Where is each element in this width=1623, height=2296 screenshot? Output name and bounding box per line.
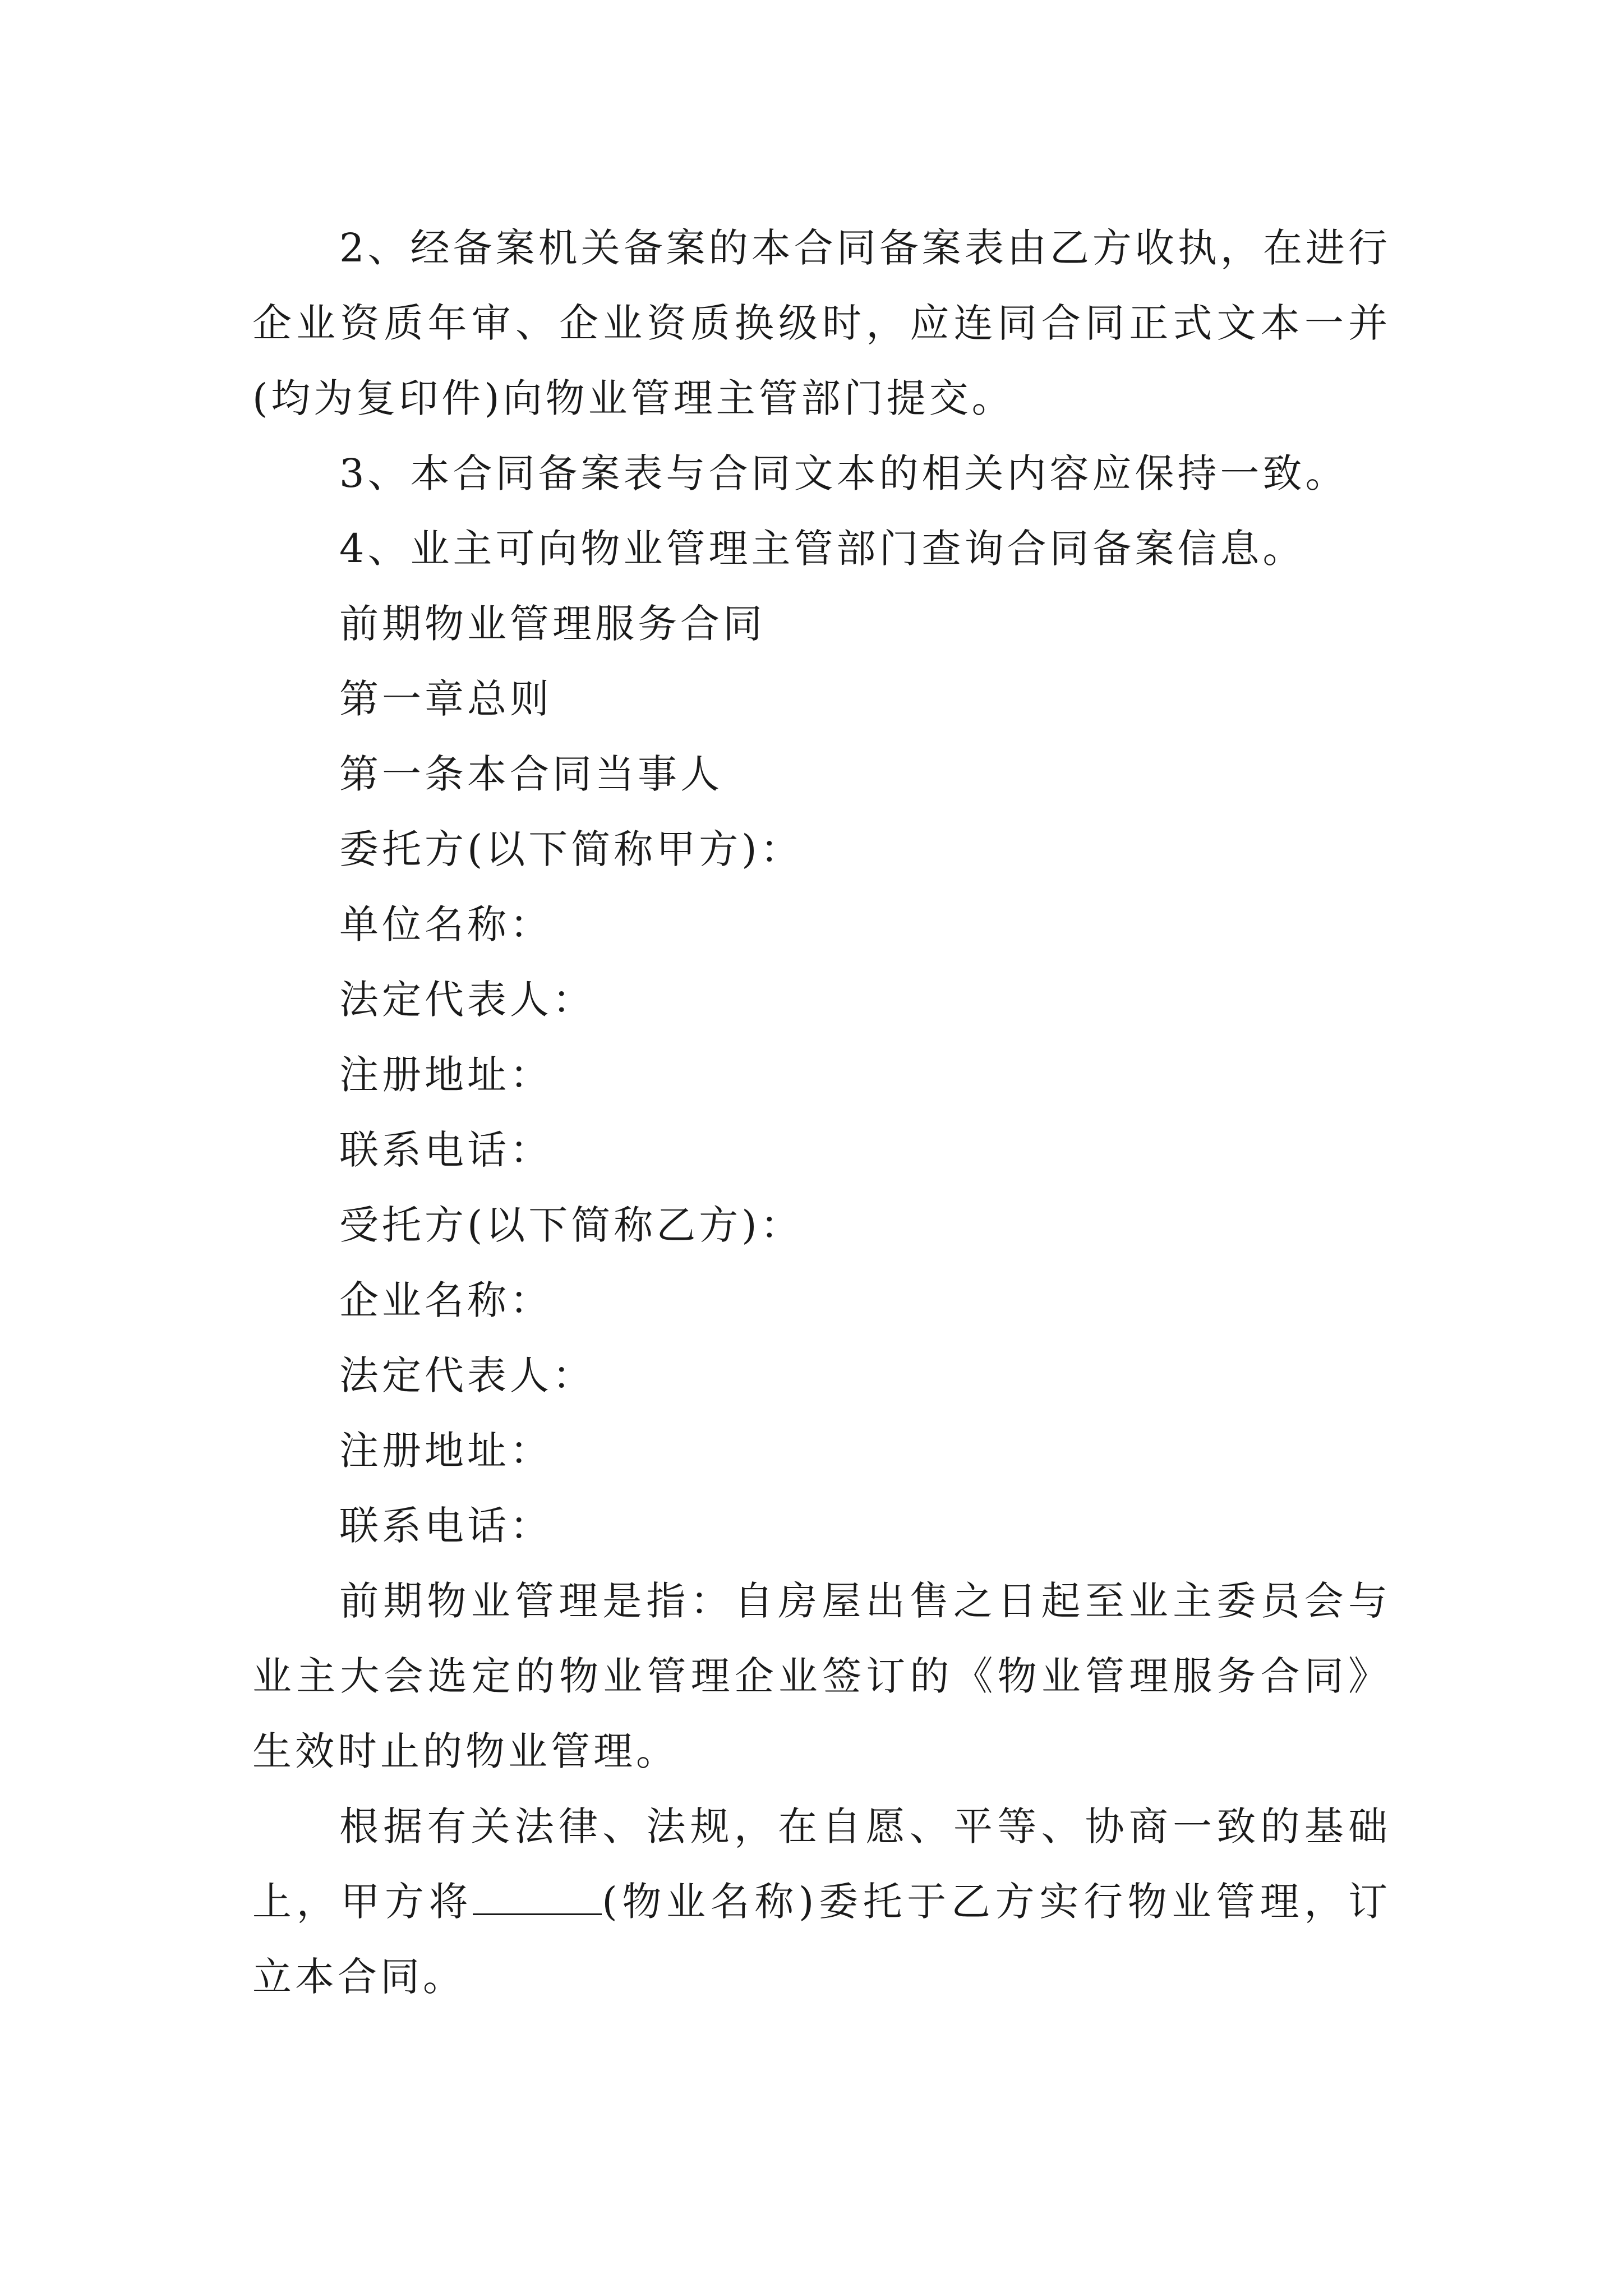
entrustment-text-before: 根据有关法律、法规，在自愿、平等、协商一致的基础上，甲方将 [252,1803,1391,1925]
party-b-heading: 受托方(以下简称乙方)： [339,1202,803,1248]
property-name-blank [473,1879,602,1915]
party-b-address: 注册地址： [339,1428,552,1474]
chapter-heading: 第一章总则 [339,676,552,722]
party-a-heading: 委托方(以下简称甲方)： [339,826,803,872]
paragraph-filing-table-custody: 2、经备案机关备案的本合同备案表由乙方收执，在进行企业资质年审、企业资质换级时，应连同合同正式文本一并(均为复印件)向物业管理主管部门提交。 [252,225,1391,421]
paragraph-owner-query: 4、业主可向物业管理主管部门查询合同备案信息。 [339,526,1306,572]
paragraph-entrustment [252,1789,1391,2014]
party-a-unit-name: 单位名称： [339,901,552,947]
party-a-phone: 联系电话： [339,1127,552,1173]
party-b-phone: 联系电话： [339,1503,552,1549]
document-body [252,210,1391,2014]
contract-title: 前期物业管理服务合同 [339,601,766,647]
paragraph-preliminary-definition: 前期物业管理是指：自房屋出售之日起至业主委员会与业主大会选定的物业管理企业签订的《物业管理服务合同》生效时止的物业管理。 [252,1578,1391,1774]
party-b-company-name: 企业名称： [339,1277,552,1323]
paragraph-filing-consistency: 3、本合同备案表与合同文本的相关内容应保持一致。 [339,450,1348,496]
entrustment-text-after: (物业名称)委托于乙方实行物业管理，订立本合同。 [252,1879,1391,2000]
party-a-legal-rep: 法定代表人： [339,977,595,1023]
party-b-legal-rep: 法定代表人： [339,1352,595,1398]
party-a-address: 注册地址： [339,1052,552,1098]
article-heading: 第一条本合同当事人 [339,751,723,797]
